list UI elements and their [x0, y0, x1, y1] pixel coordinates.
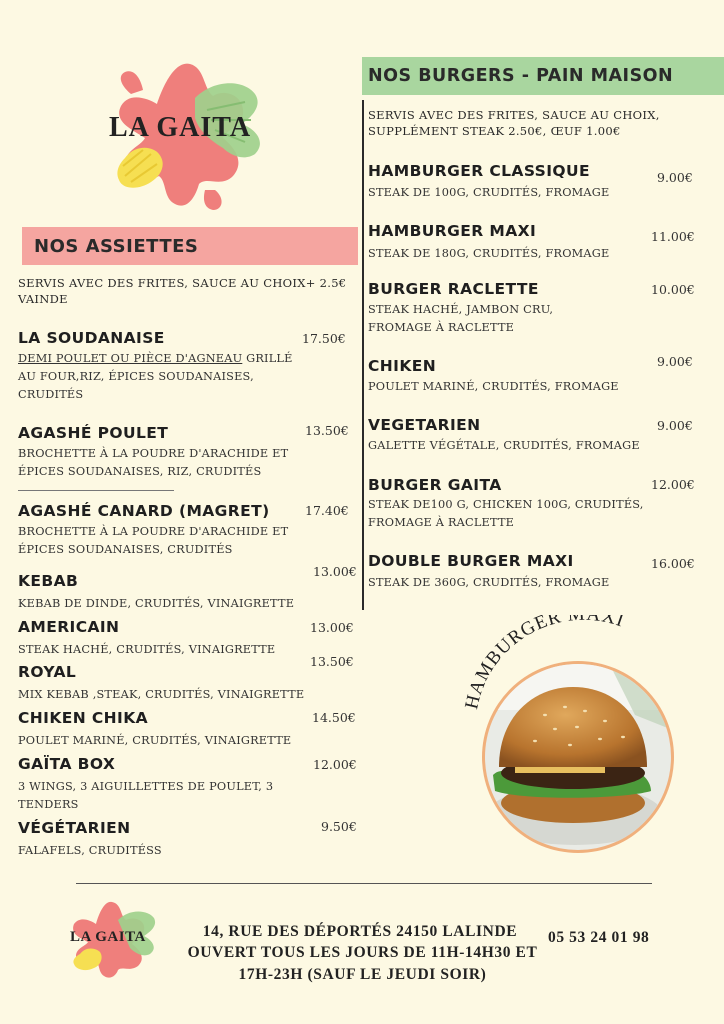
dish-description-underlined: DEMI POULET OU PIÈCE D'AGNEAU: [18, 352, 243, 365]
burger-name: HAMBURGER MAXI: [368, 222, 537, 240]
dish-description: 3 WINGS, 3 AIGUILLETTES DE POULET, 3 TENDERS: [18, 780, 274, 811]
burger-price: 9.00€: [657, 418, 693, 433]
brand-logo: [95, 58, 285, 218]
dish-price: 17.50€: [302, 331, 346, 346]
footer-phone: 05 53 24 01 98: [548, 929, 650, 946]
dish-description: MIX KEBAB ,STEAK, CRUDITÉS, VINAIGRETTE: [18, 688, 305, 701]
burger-price: 16.00€: [651, 556, 695, 571]
dish-name: GAÏTA BOX: [18, 755, 116, 773]
burger-description: GALETTE VÉGÉTALE, CRUDITÉS, FROMAGE: [368, 439, 640, 452]
burger-description: STEAK DE100 G, CHICKEN 100G, CRUDITÉS, FROMAGE À RACLETTE: [368, 498, 644, 529]
burger-description: STEAK DE 180G, CRUDITÉS, FROMAGE: [368, 247, 610, 260]
burger-name: HAMBURGER CLASSIQUE: [368, 162, 590, 180]
brand-name: LA GAITA: [109, 112, 252, 143]
section-title-burgers-text: NOS BURGERS - PAIN MAISON: [368, 66, 674, 86]
dish-name: LA SOUDANAISE: [18, 329, 165, 347]
burgers-note: SERVIS AVEC DES FRITES, SAUCE AU CHOIX, SUPPLÉMENT STEAK 2.50€, ŒUF 1.00€: [368, 108, 660, 138]
dish-description: KEBAB DE DINDE, CRUDITÉS, VINAIGRETTE: [18, 597, 295, 610]
footer-logo: [60, 898, 180, 978]
section-title-assiettes-text: NOS ASSIETTES: [34, 235, 199, 257]
burger-description: STEAK DE 360G, CRUDITÉS, FROMAGE: [368, 576, 610, 589]
dish-price: 13.50€: [310, 654, 354, 669]
dish-description: BROCHETTE À LA POUDRE D'ARACHIDE ET ÉPICES SOUDANAISES, CRUDITÉS: [18, 525, 289, 556]
burger-price: 10.00€: [651, 282, 695, 297]
dish-description: [18, 350, 308, 404]
section-title-burgers: [362, 57, 724, 95]
burger-price: 11.00€: [651, 229, 695, 244]
dish-name: VÉGÉTARIEN: [18, 819, 131, 837]
dish-description: BROCHETTE À LA POUDRE D'ARACHIDE ET ÉPICES SOUDANAISES, RIZ, CRUDITÉS: [18, 447, 289, 478]
dish-price: 17.40€: [305, 503, 349, 518]
dish-description: FALAFELS, CRUDITÉSS: [18, 844, 162, 857]
burger-photo: [455, 615, 695, 860]
assiettes-note: SERVIS AVEC DES FRITES, SAUCE AU CHOIX+ 2.5€ VAINDE: [18, 276, 347, 306]
footer-hours: OUVERT TOUS LES JOURS DE 11H-14H30 ET 17H-23H (SAUF LE JEUDI SOIR): [187, 944, 538, 983]
dish-price: 13.00€: [313, 564, 357, 579]
dish-description: POULET MARINÉ, CRUDITÉS, VINAIGRETTE: [18, 734, 292, 747]
dish-price: 13.50€: [305, 423, 349, 438]
burger-name: DOUBLE BURGER MAXI: [368, 552, 574, 570]
dish-name: KEBAB: [18, 572, 79, 590]
burger-name: VEGETARIEN: [368, 416, 481, 434]
burger-description: POULET MARINÉ, CRUDITÉS, FROMAGE: [368, 380, 619, 393]
burger-description: STEAK DE 100G, CRUDITÉS, FROMAGE: [368, 186, 610, 199]
dish-description: STEAK HACHÉ, CRUDITÉS, VINAIGRETTE: [18, 643, 276, 656]
dish-price: 12.00€: [313, 757, 357, 772]
dish-name: AMERICAIN: [18, 618, 120, 636]
burger-price: 12.00€: [651, 477, 695, 492]
dish-price: 13.00€: [310, 620, 354, 635]
footer-address: 14, RUE DES DÉPORTÉS 24150 LALINDE: [202, 923, 518, 940]
dish-price: 9.50€: [321, 819, 357, 834]
divider: [18, 490, 174, 491]
burger-price: 9.00€: [657, 170, 693, 185]
dish-name: AGASHÉ POULET: [18, 424, 169, 442]
dish-name: AGASHÉ CANARD (MAGRET): [18, 502, 270, 520]
dish-name: CHIKEN CHIKA: [18, 709, 149, 727]
burger-name: BURGER GAITA: [368, 476, 502, 494]
dish-name: ROYAL: [18, 663, 77, 681]
dish-description-rest: GRILLÉ AU FOUR,RIZ, ÉPICES SOUDANAISES, CRUDITÉS: [18, 352, 293, 401]
dish-price: 14.50€: [312, 710, 356, 725]
footer-brand-name: LA GAITA: [70, 929, 146, 945]
footer-divider: [76, 883, 652, 884]
burger-name: BURGER RACLETTE: [368, 280, 539, 298]
section-title-assiettes: [22, 227, 358, 265]
burger-price: 9.00€: [657, 354, 693, 369]
burger-photo-caption: HAMBURGER XI: [461, 615, 628, 712]
burger-name: CHIKEN: [368, 357, 437, 375]
burger-description: STEAK HACHÉ, JAMBON CRU, FROMAGE À RACLETTE: [368, 303, 554, 334]
column-divider: [362, 100, 364, 610]
